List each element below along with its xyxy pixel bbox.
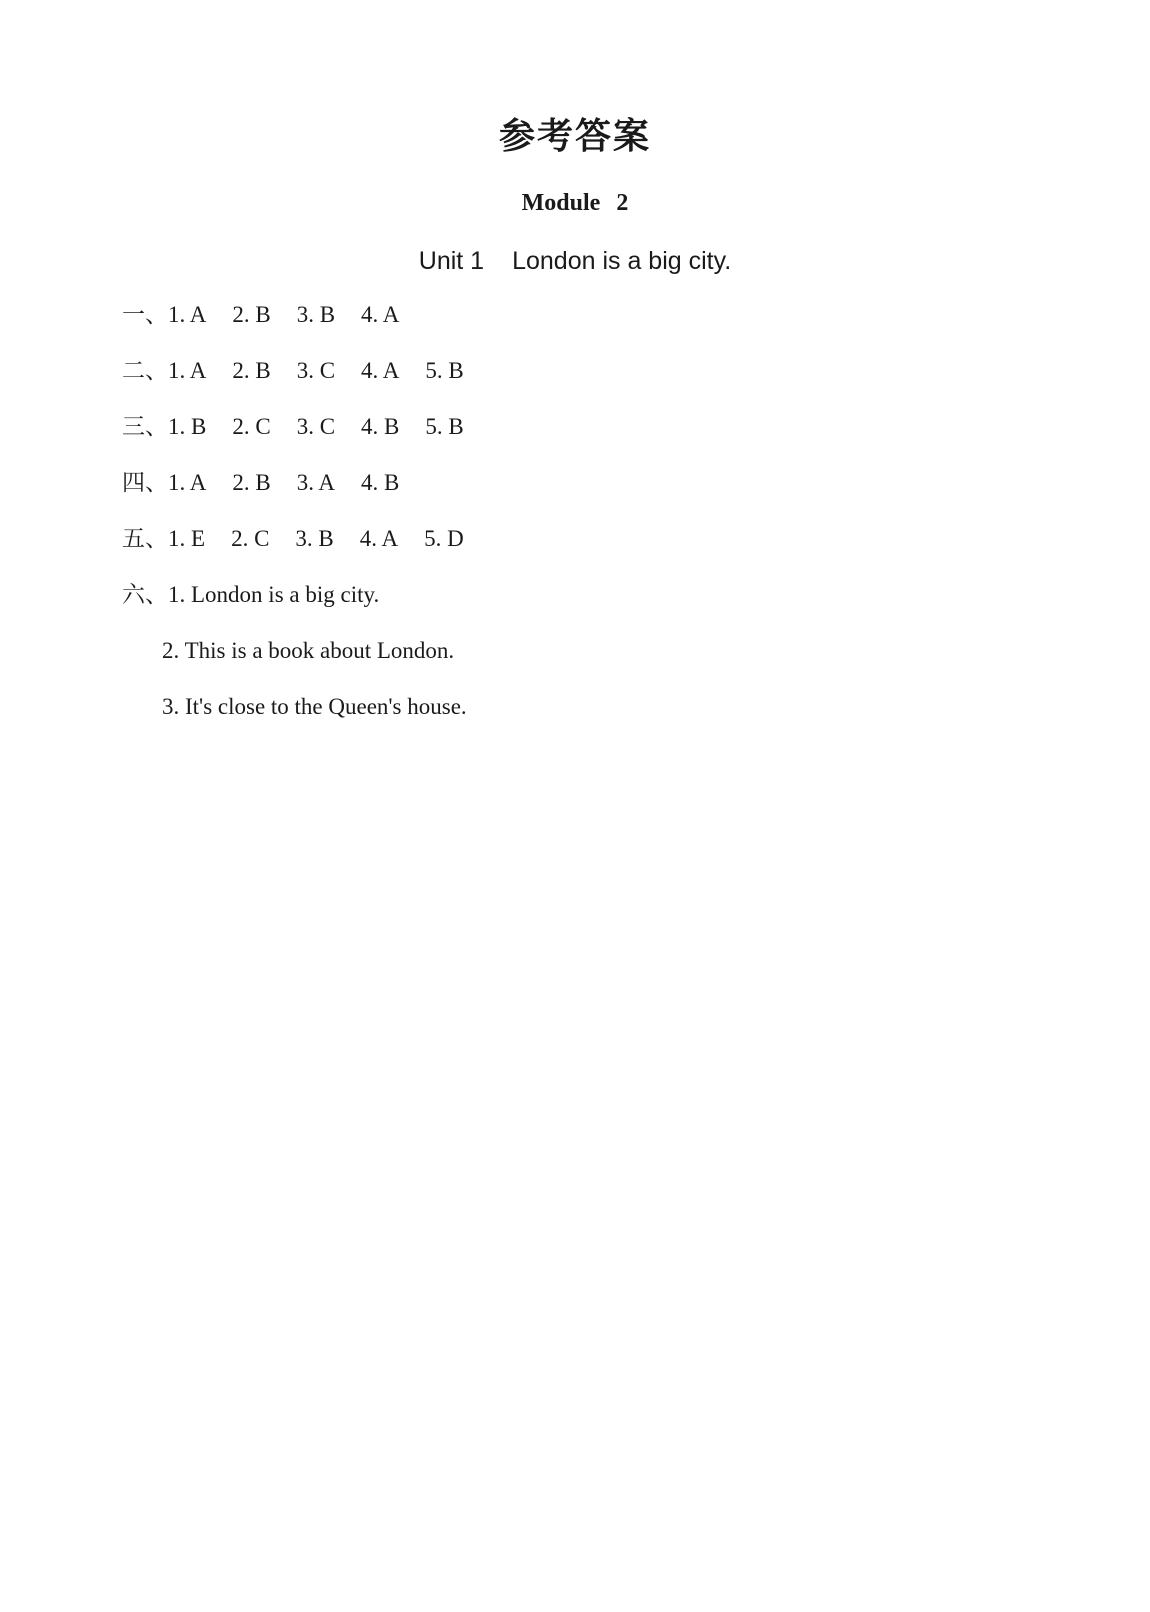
- answer-item: 1. E: [168, 526, 206, 551]
- answer-item: 4. A: [361, 358, 400, 383]
- module-heading: Module 2: [521, 190, 629, 216]
- answer-section-6-line-2: [122, 634, 490, 690]
- answer-item: 4. B: [361, 414, 400, 439]
- answer-section-6: [122, 578, 490, 634]
- answer-item: 4. B: [361, 470, 400, 495]
- answer-section-1: [122, 298, 490, 354]
- answer-item: 5. D: [424, 526, 464, 551]
- sentence-answer: 2. This is a book about London.: [162, 638, 455, 663]
- unit-label: Unit 1: [418, 247, 485, 275]
- unit-heading: [0, 245, 1150, 277]
- sentence-answer: 1. London is a big city.: [168, 582, 380, 607]
- answer-item: 3. C: [296, 358, 336, 383]
- section-marker: 四、: [122, 470, 168, 496]
- sentence-answer: 3. It's close to the Queen's house.: [162, 694, 467, 719]
- unit-name: London is a big city.: [512, 247, 732, 275]
- answer-item: 4. A: [359, 526, 399, 551]
- answer-item: 2. C: [231, 526, 270, 551]
- section-marker: 五、: [122, 526, 168, 552]
- answer-item: 5. B: [425, 414, 464, 439]
- answer-item: 2. B: [232, 302, 271, 327]
- answer-item: 1. B: [168, 414, 207, 439]
- answer-item: 5. B: [425, 358, 464, 383]
- answer-section-4: [122, 466, 490, 522]
- answer-item: 1. A: [168, 302, 207, 327]
- answer-item: 2. B: [232, 358, 271, 383]
- answer-item: 2. B: [232, 470, 271, 495]
- answer-item: 3. A: [296, 470, 336, 495]
- answer-section-6-line-3: [122, 690, 490, 746]
- answer-item: 3. B: [295, 526, 334, 551]
- section-marker: 六、: [122, 582, 168, 608]
- answer-section-5: [122, 522, 490, 578]
- answer-item: 2. C: [232, 414, 271, 439]
- page-title: 参考答案: [498, 115, 651, 157]
- answer-list: [122, 298, 490, 746]
- answer-item: 3. B: [296, 302, 336, 327]
- section-marker: 一、: [122, 302, 168, 328]
- answer-item: 4. A: [361, 302, 400, 327]
- answer-item: 1. A: [168, 470, 207, 495]
- section-marker: 三、: [122, 414, 168, 440]
- answer-section-2: [122, 354, 490, 410]
- section-marker: 二、: [122, 358, 168, 384]
- answer-item: 1. A: [168, 358, 207, 383]
- answer-section-3: [122, 410, 490, 466]
- answer-item: 3. C: [296, 414, 336, 439]
